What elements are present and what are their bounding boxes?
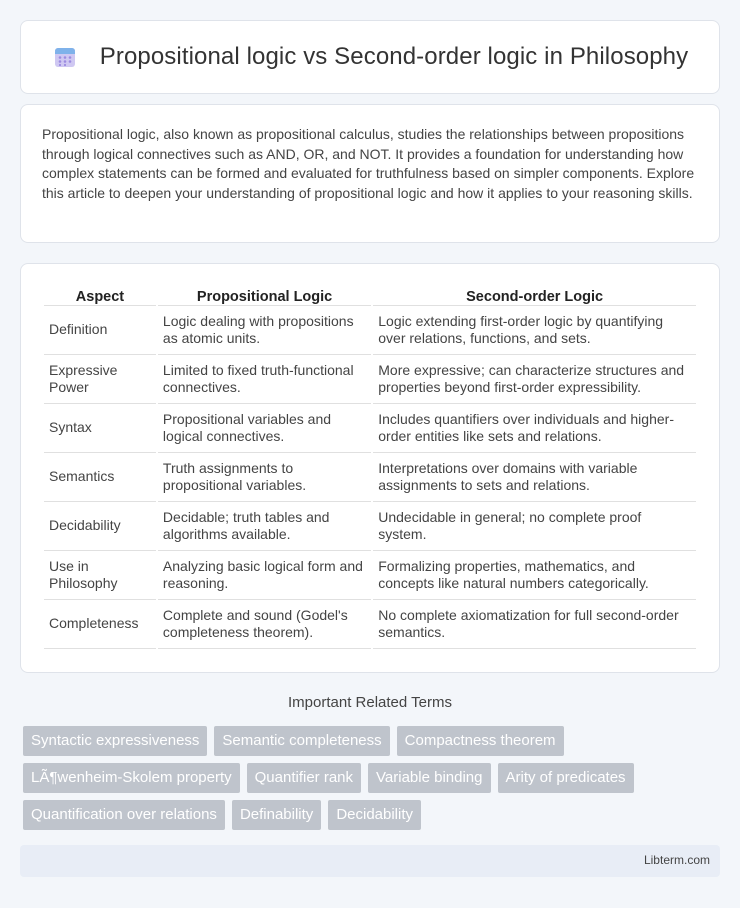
- table-row: [44, 306, 696, 355]
- table-row: [44, 404, 696, 453]
- tag-quantification-over-relations[interactable]: Quantification over relations: [23, 800, 225, 830]
- tag-row: [23, 800, 723, 830]
- related-terms-heading: Important Related Terms: [288, 694, 452, 711]
- footer-site-link[interactable]: Libterm.com: [643, 853, 710, 867]
- row-propositional: Propositional variables and logical connectives.: [158, 404, 371, 453]
- row-second-order: More expressive; can characterize structures and properties beyond first-order expressibility.: [373, 355, 696, 404]
- comparison-table-card: [20, 263, 720, 673]
- row-aspect: Use in Philosophy: [44, 551, 156, 600]
- tag-arity-of-predicates[interactable]: Arity of predicates: [498, 763, 634, 793]
- intro-paragraph: Propositional logic, also known as propositional calculus, studies the relationships between propositions through logical connectives such as AND, OR, and NOT. It provides a foundation for understanding how complex statements can be formed and evaluated for truthfulness based on simpler components. Explore this article to deepen your understanding of propositional logic and how it applies to your reasoning skills.: [42, 126, 695, 201]
- table-row: [44, 453, 696, 502]
- row-propositional: Truth assignments to propositional variables.: [158, 453, 371, 502]
- row-aspect: Expressive Power: [44, 355, 156, 404]
- tag-row: [23, 726, 723, 756]
- table-row: [44, 355, 696, 404]
- row-second-order: Interpretations over domains with variable assignments to sets and relations.: [373, 453, 696, 502]
- table-row: [44, 502, 696, 551]
- row-second-order: Includes quantifiers over individuals and higher-order entities like sets and relations.: [373, 404, 696, 453]
- comparison-table: [42, 284, 698, 649]
- calendar-grid-icon: [52, 44, 78, 70]
- row-aspect: Definition: [44, 306, 156, 355]
- table-row: [44, 551, 696, 600]
- row-propositional: Limited to fixed truth-functional connectives.: [158, 355, 371, 404]
- row-second-order: Formalizing properties, mathematics, and concepts like natural numbers categorically.: [373, 551, 696, 600]
- row-propositional: Analyzing basic logical form and reasoning.: [158, 551, 371, 600]
- footer: [20, 845, 720, 877]
- row-propositional: Logic dealing with propositions as atomic units.: [158, 306, 371, 355]
- tag-compactness-theorem[interactable]: Compactness theorem: [397, 726, 564, 756]
- row-aspect: Syntax: [44, 404, 156, 453]
- tag-semantic-completeness[interactable]: Semantic completeness: [214, 726, 389, 756]
- row-aspect: Decidability: [44, 502, 156, 551]
- related-terms-list: [23, 726, 723, 837]
- tag-decidability[interactable]: Decidability: [328, 800, 421, 830]
- header-propositional-logic: Propositional Logic: [158, 284, 371, 306]
- table-header-row: [44, 284, 696, 306]
- tag-variable-binding[interactable]: Variable binding: [368, 763, 490, 793]
- intro-card: [20, 104, 720, 243]
- row-propositional: Decidable; truth tables and algorithms available.: [158, 502, 371, 551]
- tag-syntactic-expressiveness[interactable]: Syntactic expressiveness: [23, 726, 207, 756]
- header-card: [20, 20, 720, 94]
- row-aspect: Semantics: [44, 453, 156, 502]
- page-title: Propositional logic vs Second-order logic in Philosophy: [99, 43, 689, 70]
- row-second-order: No complete axiomatization for full second-order semantics.: [373, 600, 696, 649]
- row-second-order: Undecidable in general; no complete proof system.: [373, 502, 696, 551]
- tag-quantifier-rank[interactable]: Quantifier rank: [247, 763, 361, 793]
- header-second-order-logic: Second-order Logic: [373, 284, 696, 306]
- row-second-order: Logic extending first-order logic by quantifying over relations, functions, and sets.: [373, 306, 696, 355]
- row-aspect: Completeness: [44, 600, 156, 649]
- tag-row: [23, 763, 723, 793]
- header-aspect: Aspect: [44, 284, 156, 306]
- tag-lowenheim-skolem-property[interactable]: LÃ¶wenheim-Skolem property: [23, 763, 240, 793]
- tag-definability[interactable]: Definability: [232, 800, 321, 830]
- row-propositional: Complete and sound (Godel's completeness theorem).: [158, 600, 371, 649]
- table-row: [44, 600, 696, 649]
